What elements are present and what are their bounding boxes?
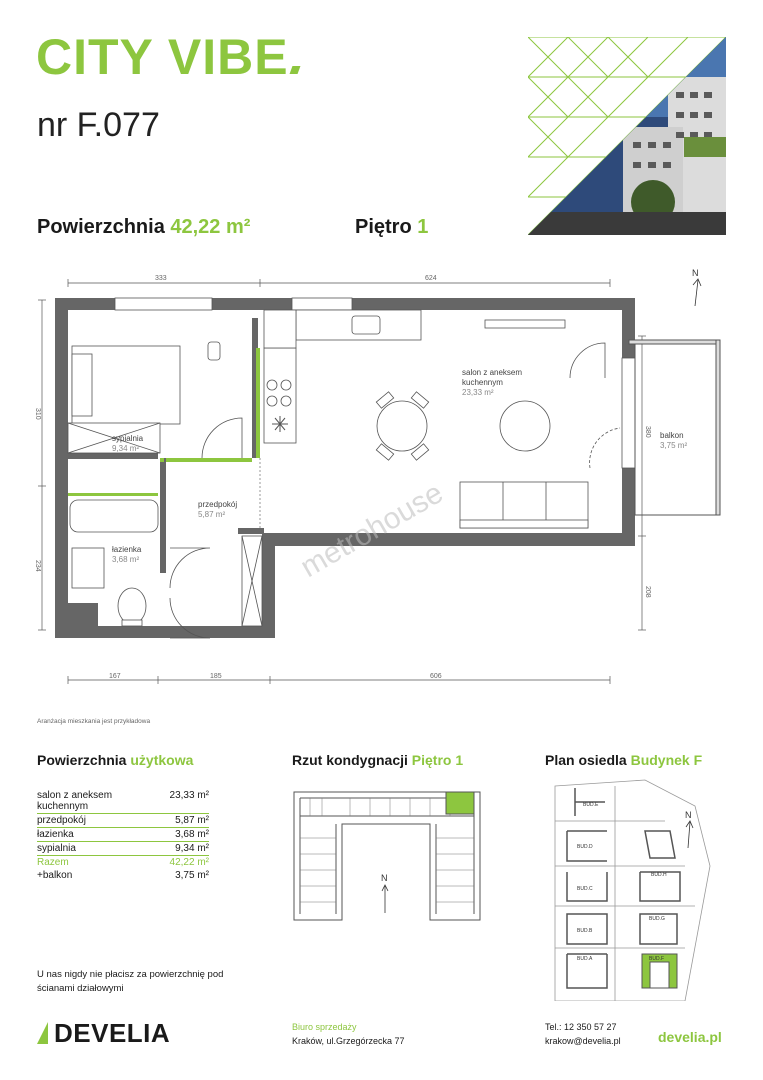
floor-summary — [355, 216, 428, 239]
balcony-row: +balkon 3,75 m² — [37, 870, 209, 881]
room-sypialnia-label: sypialnia — [112, 434, 144, 443]
dim-top-left: 333 — [155, 275, 167, 282]
building-label-h: BUD.H — [651, 872, 667, 878]
dim-bottom-a: 167 — [109, 673, 121, 680]
dim-bottom-b: 185 — [210, 673, 222, 680]
watermark: metrohouse — [295, 476, 449, 585]
room-balkon-label: balkon — [660, 431, 684, 440]
building-label-e: BUD.E — [583, 802, 599, 808]
apartment-number: nr F.077 — [37, 106, 160, 144]
dim-bottom-c: 606 — [430, 673, 442, 680]
floor-value: 1 — [417, 216, 429, 238]
dim-left-upper: 310 — [34, 408, 41, 420]
contact-info — [545, 1020, 621, 1049]
table-row: sypialnia 9,34 m² — [37, 843, 209, 854]
sales-office — [292, 1020, 405, 1049]
table-row: łazienka 3,68 m² — [37, 829, 209, 840]
brand-logo: CITY VIBE — [36, 32, 299, 82]
room-salon-label-1: salon z aneksem — [462, 368, 523, 377]
phone[interactable]: Tel.: 12 350 57 27 — [545, 1022, 617, 1032]
building-label-f: BUD.F — [649, 956, 664, 962]
building-label-a: BUD.A — [577, 956, 593, 962]
office-label: Biuro sprzedaży — [292, 1022, 357, 1032]
notice-text: U nas nigdy nie płacisz za powierzchnię pod ścianami działowymi — [37, 969, 224, 994]
dim-top-right: 624 — [425, 275, 437, 282]
building-label-c: BUD.C — [577, 886, 593, 892]
building-photo — [528, 37, 726, 235]
room-przedpokoj-area: 5,87 m² — [198, 510, 226, 519]
estate-plan-title: Plan osiedla Budynek F — [545, 752, 703, 768]
north-arrow-icon — [686, 821, 693, 848]
floor-north-label: N — [381, 873, 388, 883]
total-row: Razem 42,22 m² — [37, 857, 209, 868]
table-row: salon z aneksem kuchennym 23,33 m² — [37, 790, 209, 812]
north-arrow-icon — [382, 885, 388, 913]
building-label-b: BUD.B — [577, 928, 593, 934]
table-row: przedpokój 5,87 m² — [37, 815, 209, 826]
dim-left-lower: 234 — [34, 560, 41, 572]
building-label-g: BUD.G — [649, 916, 665, 922]
building-label-d: BUD.D — [577, 844, 593, 850]
email-link[interactable]: krakow@develia.pl — [545, 1036, 621, 1047]
develia-logo: DEVELIA — [37, 1018, 170, 1049]
floor-plan — [30, 268, 750, 698]
usable-area-table — [37, 789, 209, 882]
room-lazienka-area: 3,68 m² — [112, 555, 140, 564]
disclaimer-note: Aranżacja mieszkania jest przykładowa — [37, 718, 151, 725]
room-sypialnia-area: 9,34 m² — [112, 444, 140, 453]
office-address: Kraków, ul.Grzegórzecka 77 — [292, 1036, 405, 1047]
room-salon-area: 23,33 m² — [462, 388, 494, 397]
area-label: Powierzchnia — [37, 216, 165, 238]
usable-area-title: Powierzchnia użytkowa — [37, 752, 194, 768]
dim-right-lower: 208 — [644, 586, 651, 598]
dim-right-upper: 380 — [644, 426, 651, 438]
room-przedpokoj-label: przedpokój — [198, 500, 238, 509]
estate-plan-map — [545, 776, 730, 1001]
floor-layout-map — [290, 788, 490, 928]
floor-label: Piętro — [355, 216, 412, 238]
estate-north-label: N — [685, 810, 692, 820]
room-balkon-area: 3,75 m² — [660, 441, 688, 450]
room-lazienka-label: łazienka — [112, 545, 142, 554]
area-value: 42,22 m² — [170, 216, 251, 238]
north-label: N — [692, 268, 699, 278]
area-summary — [37, 216, 250, 239]
floor-layout-title: Rzut kondygnacji Piętro 1 — [292, 752, 464, 768]
room-salon-label-2: kuchennym — [462, 378, 503, 387]
website-link[interactable]: develia.pl — [658, 1029, 722, 1045]
develia-mark-icon — [37, 1022, 48, 1044]
north-arrow-icon — [693, 279, 701, 306]
